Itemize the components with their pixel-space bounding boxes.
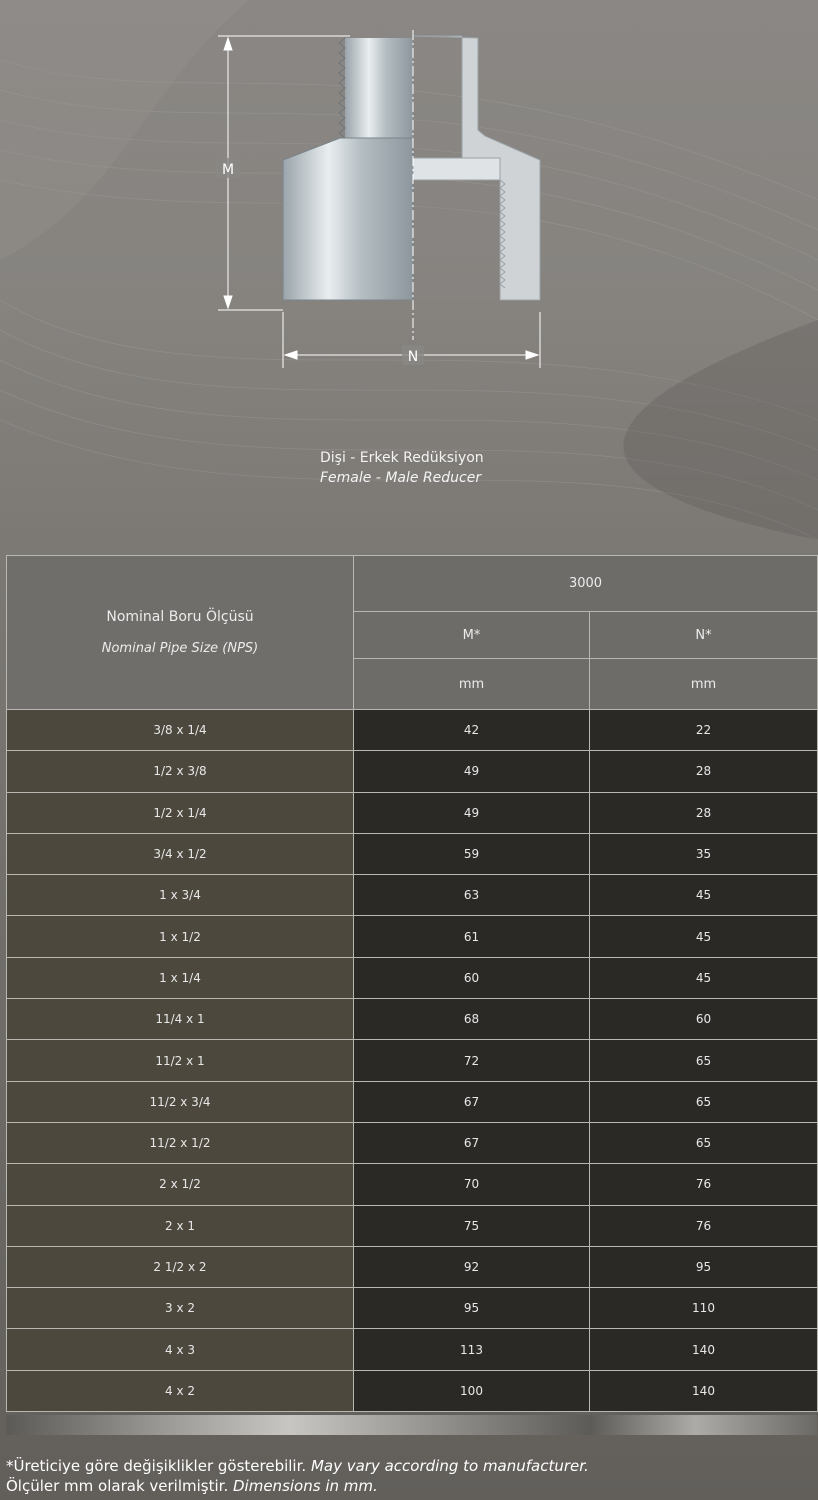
cell-m: 68 xyxy=(354,999,590,1040)
reducer-drawing xyxy=(0,0,818,400)
cell-n: 76 xyxy=(590,1164,818,1205)
cell-size: 3/4 x 1/2 xyxy=(7,833,354,874)
cell-m: 67 xyxy=(354,1081,590,1122)
header-nps xyxy=(7,556,354,710)
table-row xyxy=(7,875,818,916)
cell-n: 76 xyxy=(590,1205,818,1246)
cell-size: 3 x 2 xyxy=(7,1288,354,1329)
header-class: 3000 xyxy=(354,556,818,612)
header-n: N* xyxy=(590,612,818,659)
table-row xyxy=(7,710,818,751)
cell-size: 1/2 x 3/8 xyxy=(7,751,354,792)
cell-m: 100 xyxy=(354,1370,590,1411)
cell-size: 2 1/2 x 2 xyxy=(7,1246,354,1287)
table-row xyxy=(7,792,818,833)
unit-m: mm xyxy=(354,659,590,710)
cell-m: 70 xyxy=(354,1164,590,1205)
table-row xyxy=(7,1288,818,1329)
cell-n: 28 xyxy=(590,751,818,792)
cell-size: 1 x 1/2 xyxy=(7,916,354,957)
table-row xyxy=(7,1246,818,1287)
cell-m: 95 xyxy=(354,1288,590,1329)
cell-m: 63 xyxy=(354,875,590,916)
cell-n: 35 xyxy=(590,833,818,874)
footnote-2-en: Dimensions in mm. xyxy=(233,1477,378,1495)
cell-n: 65 xyxy=(590,1122,818,1163)
table-row xyxy=(7,751,818,792)
table-row xyxy=(7,1205,818,1246)
table-row xyxy=(7,1122,818,1163)
cell-m: 49 xyxy=(354,751,590,792)
footnote-1-tr: *Üreticiye göre değişiklikler gösterebilir. xyxy=(6,1457,307,1475)
cell-size: 1 x 3/4 xyxy=(7,875,354,916)
cell-m: 113 xyxy=(354,1329,590,1370)
cell-m: 59 xyxy=(354,833,590,874)
cell-size: 1/2 x 1/4 xyxy=(7,792,354,833)
table-row xyxy=(7,1081,818,1122)
cell-size: 11/2 x 3/4 xyxy=(7,1081,354,1122)
cell-m: 92 xyxy=(354,1246,590,1287)
cell-m: 72 xyxy=(354,1040,590,1081)
cell-m: 42 xyxy=(354,710,590,751)
cell-n: 65 xyxy=(590,1040,818,1081)
cell-size: 1 x 1/4 xyxy=(7,957,354,998)
table-row xyxy=(7,1329,818,1370)
cell-n: 45 xyxy=(590,957,818,998)
m-label: M xyxy=(221,162,235,178)
table-row xyxy=(7,833,818,874)
cell-n: 110 xyxy=(590,1288,818,1329)
n-label: N xyxy=(407,349,419,365)
cell-n: 45 xyxy=(590,875,818,916)
cell-n: 140 xyxy=(590,1370,818,1411)
cell-n: 140 xyxy=(590,1329,818,1370)
table-row xyxy=(7,916,818,957)
cell-n: 22 xyxy=(590,710,818,751)
cell-size: 2 x 1 xyxy=(7,1205,354,1246)
bottom-bar xyxy=(6,1415,817,1435)
table-row xyxy=(7,1370,818,1411)
cell-size: 11/4 x 1 xyxy=(7,999,354,1040)
table-row xyxy=(7,999,818,1040)
cell-n: 28 xyxy=(590,792,818,833)
header-nps-tr: Nominal Boru Ölçüsü xyxy=(106,609,254,625)
male-thread xyxy=(339,38,413,138)
cell-size: 11/2 x 1/2 xyxy=(7,1122,354,1163)
cell-n: 45 xyxy=(590,916,818,957)
cell-size: 4 x 3 xyxy=(7,1329,354,1370)
table-row xyxy=(7,1164,818,1205)
footnote-1-en: May vary according to manufacturer. xyxy=(310,1457,589,1475)
table-row xyxy=(7,957,818,998)
unit-n: mm xyxy=(590,659,818,710)
cell-size: 2 x 1/2 xyxy=(7,1164,354,1205)
cell-m: 61 xyxy=(354,916,590,957)
cell-n: 60 xyxy=(590,999,818,1040)
cell-size: 4 x 2 xyxy=(7,1370,354,1411)
table-row xyxy=(7,1040,818,1081)
cell-size: 3/8 x 1/4 xyxy=(7,710,354,751)
cell-size: 11/2 x 1 xyxy=(7,1040,354,1081)
footnote-2-tr: Ölçüler mm olarak verilmiştir. xyxy=(6,1477,229,1495)
header-nps-en: Nominal Pipe Size (NPS) xyxy=(101,641,259,656)
cell-m: 60 xyxy=(354,957,590,998)
caption-en: Female - Male Reducer xyxy=(320,470,482,486)
cell-m: 49 xyxy=(354,792,590,833)
header-m: M* xyxy=(354,612,590,659)
cell-m: 67 xyxy=(354,1122,590,1163)
cell-m: 75 xyxy=(354,1205,590,1246)
footnote-line-1 xyxy=(6,1457,589,1475)
cell-n: 95 xyxy=(590,1246,818,1287)
caption-tr: Dişi - Erkek Redüksiyon xyxy=(320,450,484,466)
spec-table xyxy=(6,555,818,1412)
left-body xyxy=(283,138,413,300)
footnote-line-2 xyxy=(6,1477,378,1495)
cell-n: 65 xyxy=(590,1081,818,1122)
